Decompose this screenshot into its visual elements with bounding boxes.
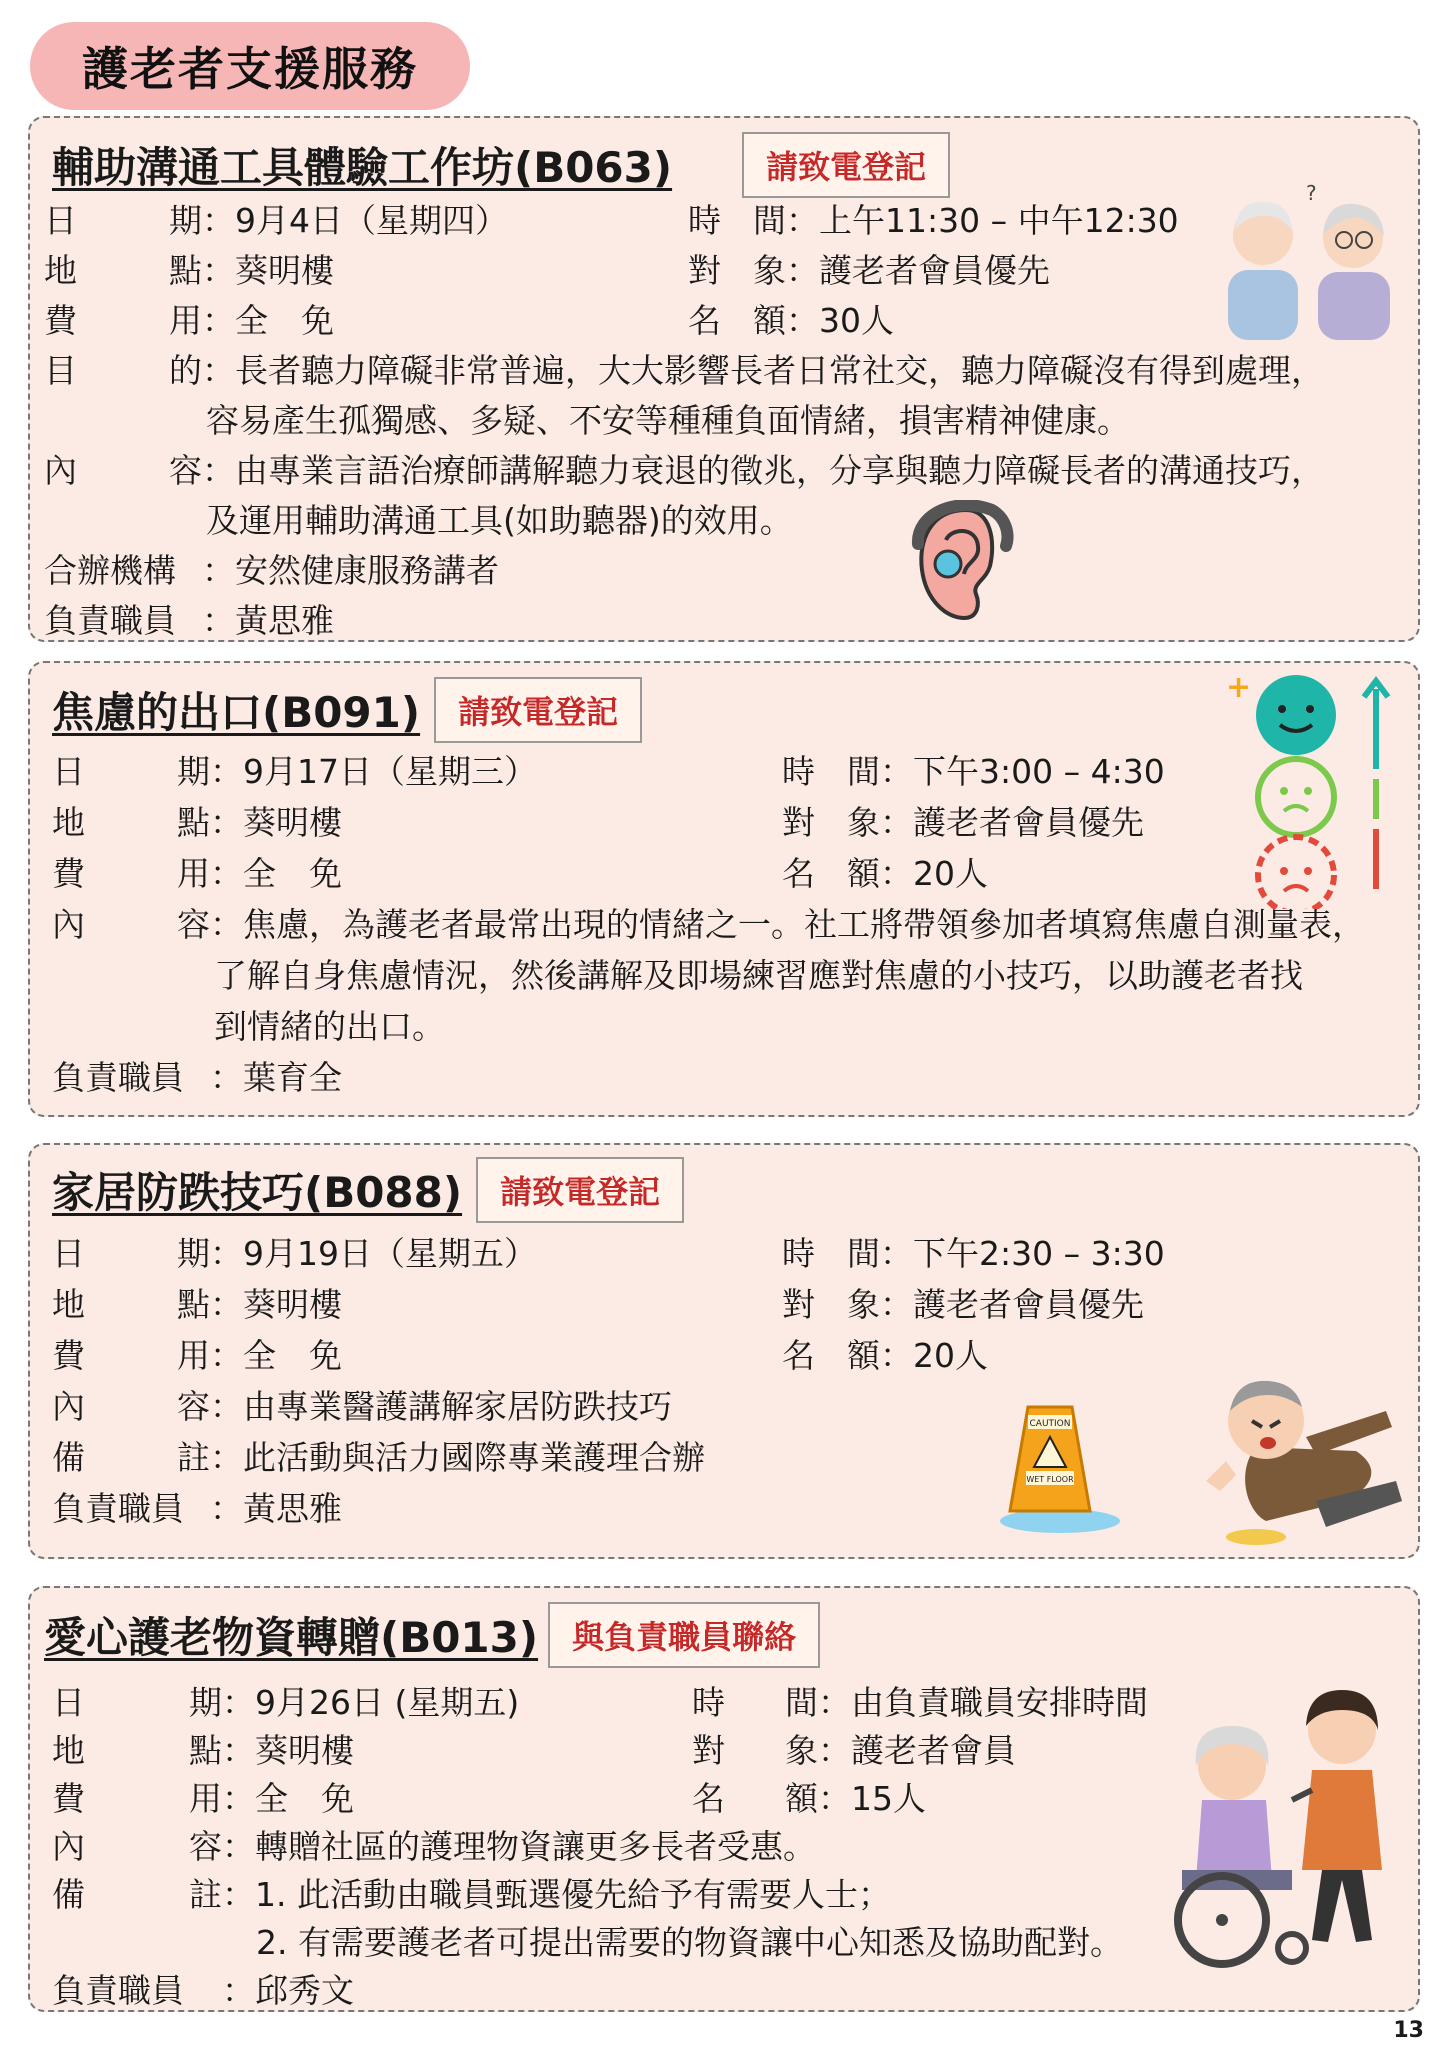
note-label: 備 註 [52,1438,210,1477]
date-value: 9月4日（星期四） [235,201,508,240]
card-b091: 焦慮的出口(B091) 請致電登記 日 期 ： 9月17日（星期三） 地 點 ： 葵明樓 費 用 ： 全 免 內 容 ： 焦慮，為護老者最常出現的情緒之一。社工將帶領參加者填寫焦慮自測量表， 了解自身焦慮情況，然後講解及即場練習應對焦慮的小技巧，以助護老者找 到情緒的出口。 負責職員 ： 葉育全 時 間 ： 下午3:00 – 4:30 對 象 ： 護老者會員優先 名 額 ： 20人 + [28,661,1420,1117]
target-label: 對 象 [782,1285,880,1324]
staff-value: 黃思雅 [243,1489,342,1528]
svg-text:+: + [1226,670,1252,705]
date-value: 9月26日 (星期五) [255,1683,520,1722]
target-value: 護老者會員 [851,1731,1016,1770]
falling-elderly-icon [1196,1351,1410,1551]
note-value-1: 1. 此活動由職員甄選優先給予有需要人士； [255,1875,891,1914]
place-value: 葵明樓 [235,251,334,290]
sign-bottom-text: WET FLOOR [1026,1475,1074,1484]
target-value: 護老者會員優先 [913,1285,1144,1324]
quota-label: 名 額 [688,301,786,340]
place-label: 地 點 [52,803,210,842]
date-label: 日 期 [52,1683,222,1722]
content-label: 內 容 [44,451,202,490]
place-label: 地 點 [44,251,202,290]
hearing-aid-ear-icon [906,500,1026,626]
card-b088: 家居防跌技巧(B088) 請致電登記 日 期 ： 9月19日（星期五） 地 點 ： 葵明樓 費 用 ： 全 免 內 容 ： 由專業醫護講解家居防跌技巧 備 註 ： 此活動與活力國際專業護理合辦 負責職員 ： 黃思雅 時 間 ： 下午2:30 – 3:30 對 象 ： 護老者會員優先 名 額 ： 20人 CAUTION WET FLOOR [28,1143,1420,1559]
time-value: 上午11:30 – 中午12:30 [819,201,1179,240]
quota-value: 20人 [913,854,988,893]
staff-label: 負責職員 [52,1489,184,1528]
time-value: 下午3:00 – 4:30 [913,752,1165,791]
quota-value: 30人 [819,301,894,340]
fee-value: 全 免 [255,1779,354,1818]
sign-top-text: CAUTION [1029,1419,1071,1429]
time-label: 時 間 [782,752,880,791]
staff-label: 負責職員 [52,1058,184,1097]
content-value-1: 由專業醫護講解家居防跌技巧 [243,1387,672,1426]
content-value-1: 焦慮，為護老者最常出現的情緒之一。社工將帶領參加者填寫焦慮自測量表， [243,905,1365,944]
time-value: 下午2:30 – 3:30 [913,1234,1165,1273]
fee-label: 費 用 [52,854,210,893]
time-label: 時 間 [692,1683,818,1722]
mood-meter-icon [1226,669,1406,909]
content-value-2: 及運用輔助溝通工具(如助聽器)的效用。 [206,501,793,540]
target-value: 護老者會員優先 [819,251,1050,290]
co-organizer-label: 合辦機構 [44,551,176,590]
place-value: 葵明樓 [243,803,342,842]
place-value: 葵明樓 [243,1285,342,1324]
quota-label: 名 額 [782,854,880,893]
target-label: 對 象 [688,251,786,290]
purpose-value-2: 容易產生孤獨感、多疑、不安等種種負面情緒，損害精神健康。 [206,401,1130,440]
wheelchair-caregiver-icon [1142,1670,1412,1970]
content-label: 內 容 [52,1827,222,1866]
card-title: 焦慮的出口(B091) [52,688,421,737]
page-number: 13 [1393,2018,1424,2043]
fee-value: 全 免 [243,1336,342,1375]
date-value: 9月19日（星期五） [243,1234,537,1273]
purpose-label: 目 的 [44,351,202,390]
date-label: 日 期 [52,1234,210,1273]
fee-label: 費 用 [52,1779,222,1818]
time-label: 時 間 [688,201,786,240]
staff-value: 邱秀文 [255,1971,354,2010]
card-b013: 愛心護老物資轉贈(B013) 與負責職員聯絡 日 期 ： 9月26日 (星期五) 地 點 ： 葵明樓 費 用 ： 全 免 內 容 ： 轉贈社區的護理物資讓更多長者受惠。 備 註 ： 1. 此活動由職員甄選優先給予有需要人士； 2. 有需要護老者可提出需要的物資讓中心知悉及協助配對。 負責職員 ： 邱秀文 時 間 ： 由負責職員安排時間 對 象 ： 護老者會員 名 額 ： 15人 [28,1586,1420,2012]
fee-value: 全 免 [243,854,342,893]
elderly-couple-icon [1208,180,1408,340]
place-label: 地 點 [52,1731,222,1770]
quota-label: 名 額 [782,1336,880,1375]
wet-floor-sign-icon [980,1401,1120,1541]
co-organizer-value: 安然健康服務講者 [235,551,499,590]
staff-label: 負責職員 [44,601,176,640]
content-label: 內 容 [52,1387,210,1426]
time-value: 由負責職員安排時間 [851,1683,1148,1722]
purpose-value-1: 長者聽力障礙非常普遍，大大影響長者日常社交，聽力障礙沒有得到處理， [235,351,1324,390]
note-value-1: 此活動與活力國際專業護理合辦 [243,1438,705,1477]
card-b063: 輔助溝通工具體驗工作坊(B063) 請致電登記 日 期 ： 9月4日（星期四） 地 點 ： 葵明樓 費 用 ： 全 免 目 的 ： 長者聽力障礙非常普遍，大大影響長者日常社交，聽力障礙沒有得到處理， 容易產生孤獨感、多疑、不安等種種負面情緒，損害精神健康。 內 容 ： 由專業言語治療師講解聽力衰退的徵兆，分享與聽力障礙長者的溝通技巧， 及運用輔助溝通工具(如助聽器)的效用。 合辦機構 ： 安然健康服務講者 負責職員 ： 黃思雅 時 間 ： 上午11:30 – 中午12:30 對 象 ： 護老者會員優先 名 額 ： 30人 ? [28,116,1420,642]
register-badge: 請致電登記 [476,1157,684,1223]
content-value-3: 到情緒的出口。 [214,1007,445,1046]
fee-label: 費 用 [52,1336,210,1375]
card-title: 愛心護老物資轉贈(B013) [44,1613,539,1662]
card-title: 家居防跌技巧(B088) [52,1168,463,1217]
date-label: 日 期 [52,752,210,791]
svg-text:?: ? [1306,181,1317,205]
note-label: 備 註 [52,1875,222,1914]
content-label: 內 容 [52,905,210,944]
place-value: 葵明樓 [255,1731,354,1770]
place-label: 地 點 [52,1285,210,1324]
content-value-1: 轉贈社區的護理物資讓更多長者受惠。 [255,1827,816,1866]
date-label: 日 期 [44,201,202,240]
time-label: 時 間 [782,1234,880,1273]
contact-badge: 與負責職員聯絡 [548,1602,820,1668]
note-value-2: 2. 有需要護老者可提出需要的物資讓中心知悉及協助配對。 [256,1923,1123,1962]
card-title: 輔助溝通工具體驗工作坊(B063) [52,143,673,192]
register-badge: 請致電登記 [434,677,642,743]
target-label: 對 象 [692,1731,818,1770]
quota-label: 名 額 [692,1779,818,1818]
content-value-2: 了解自身焦慮情況，然後講解及即場練習應對焦慮的小技巧，以助護老者找 [214,956,1303,995]
fee-label: 費 用 [44,301,202,340]
staff-label: 負責職員 [52,1971,184,2010]
staff-value: 葉育全 [243,1058,342,1097]
register-badge: 請致電登記 [742,132,950,198]
content-value-1: 由專業言語治療師講解聽力衰退的徵兆，分享與聽力障礙長者的溝通技巧， [235,451,1324,490]
page-header: 護老者支援服務 [30,22,470,110]
target-label: 對 象 [782,803,880,842]
date-value: 9月17日（星期三） [243,752,537,791]
staff-value: 黃思雅 [235,601,334,640]
quota-value: 15人 [851,1779,926,1818]
target-value: 護老者會員優先 [913,803,1144,842]
fee-value: 全 免 [235,301,334,340]
quota-value: 20人 [913,1336,988,1375]
